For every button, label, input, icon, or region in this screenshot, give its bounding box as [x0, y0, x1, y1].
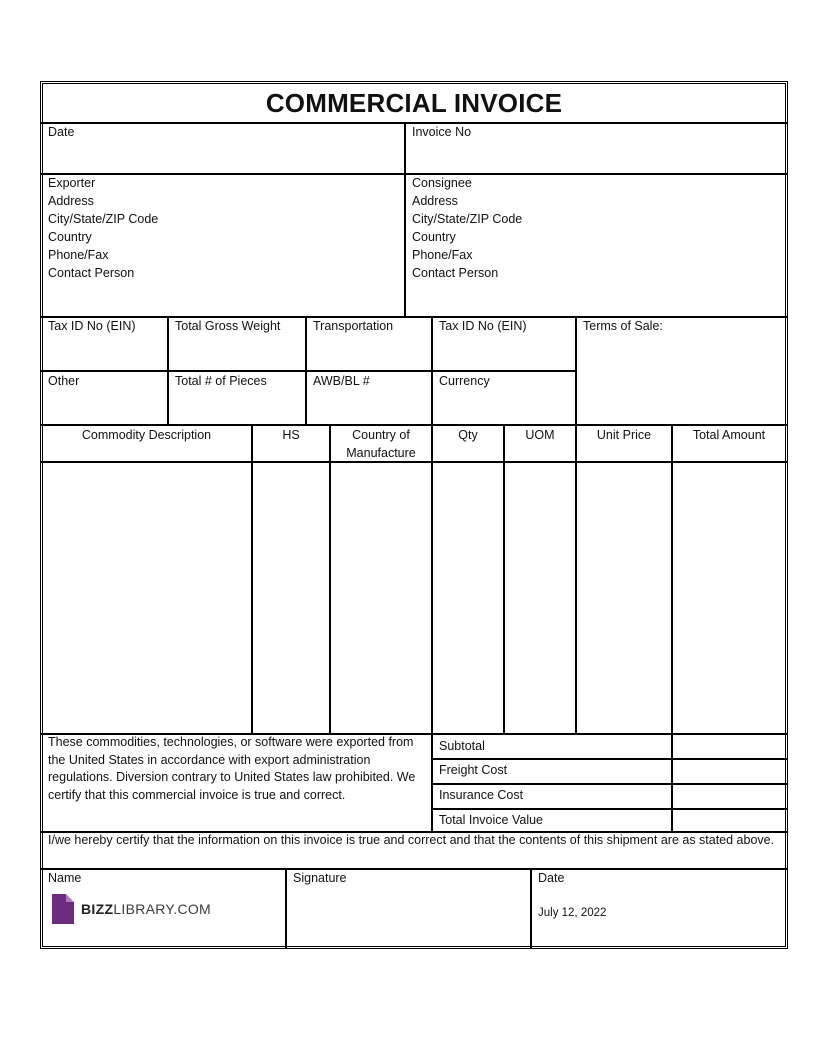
freight-cost-label: Freight Cost: [439, 763, 508, 777]
divider-parties: [404, 122, 406, 318]
col-header-commodity: Commodity Description: [81, 428, 212, 442]
border-top-inner: [42, 83, 786, 84]
divider-info-3: [431, 316, 433, 426]
total-pieces-label: Total # of Pieces: [175, 374, 267, 388]
other-label: Other: [48, 374, 80, 388]
document-icon: [52, 894, 74, 924]
border-top: [40, 81, 788, 82]
footer-date-value: July 12, 2022: [538, 907, 607, 919]
exporter-contact-label: Contact Person: [48, 266, 135, 280]
col-divider-unit-price: [575, 424, 577, 735]
declaration-text: I/we hereby certify that the information on this invoice is true and correct and that the contents of this shipment are as stated above.: [48, 833, 775, 847]
exporter-phone-label: Phone/Fax: [48, 248, 109, 262]
exporter-city-label: City/State/ZIP Code: [48, 212, 159, 226]
col-header-total-amount: Total Amount: [692, 428, 766, 442]
rule-totals-1: [432, 758, 788, 760]
rule-totals-3: [432, 808, 788, 810]
border-left: [40, 81, 41, 949]
terms-of-sale-label: Terms of Sale:: [583, 319, 663, 333]
col-header-country-line1: Country of: [352, 428, 410, 442]
export-certification-text: These commodities, technologies, or software were exported from the United States in accordance with export administration regulations. Diversion contrary to United States law prohibited. We certify that this commercial invoice is true and correct.: [48, 735, 416, 802]
awb-bl-label: AWB/BL #: [313, 374, 370, 388]
divider-footer-2: [530, 868, 532, 948]
border-right-inner: [785, 83, 786, 947]
border-bottom-inner: [42, 946, 786, 947]
divider-info-1: [167, 316, 169, 426]
consignee-address-label: Address: [412, 194, 458, 208]
col-divider-total-amount: [671, 424, 673, 833]
col-header-unit-price: Unit Price: [596, 428, 652, 442]
transportation-label: Transportation: [313, 319, 394, 333]
exporter-label: Exporter: [48, 176, 96, 190]
rule-above-footer: [40, 868, 788, 870]
logo-text-bold: BIZZ: [81, 901, 114, 917]
footer-date-label: Date: [538, 871, 565, 885]
divider-info-2: [305, 316, 307, 426]
col-header-country-line2: Manufacture: [346, 446, 416, 460]
date-label: Date: [48, 125, 75, 139]
total-invoice-value-label: Total Invoice Value: [439, 813, 543, 827]
rule-totals-2: [432, 783, 788, 785]
commercial-invoice-form: [40, 81, 788, 949]
border-bottom: [40, 948, 788, 949]
invoice-no-label: Invoice No: [412, 125, 472, 139]
logo-text: [81, 901, 211, 917]
consignee-tax-id-label: Tax ID No (EIN): [439, 319, 527, 333]
exporter-address-label: Address: [48, 194, 94, 208]
consignee-contact-label: Contact Person: [412, 266, 499, 280]
consignee-country-label: Country: [412, 230, 456, 244]
col-header-qty: Qty: [458, 428, 478, 442]
logo-text-rest: LIBRARY.COM: [113, 901, 212, 917]
consignee-label: Consignee: [412, 176, 472, 190]
name-label: Name: [48, 871, 82, 885]
subtotal-label: Subtotal: [439, 739, 485, 753]
exporter-country-label: Country: [48, 230, 92, 244]
col-header-uom: UOM: [525, 428, 555, 442]
rule-info-middle: [40, 370, 577, 372]
divider-footer-1: [285, 868, 287, 948]
bizzlibrary-logo: [52, 892, 211, 926]
border-left-inner: [42, 83, 43, 947]
col-divider-qty: [431, 424, 433, 833]
col-divider-hs: [251, 424, 253, 735]
currency-label: Currency: [439, 374, 490, 388]
rule-under-parties: [40, 316, 788, 318]
border-right: [787, 81, 788, 949]
consignee-city-label: City/State/ZIP Code: [412, 212, 523, 226]
signature-label: Signature: [293, 871, 347, 885]
consignee-phone-label: Phone/Fax: [412, 248, 473, 262]
col-divider-country: [329, 424, 331, 735]
total-gross-weight-label: Total Gross Weight: [175, 319, 281, 333]
col-header-hs: HS: [282, 428, 300, 442]
tax-id-label: Tax ID No (EIN): [48, 319, 136, 333]
insurance-cost-label: Insurance Cost: [439, 788, 524, 802]
page-title: COMMERCIAL INVOICE: [265, 88, 563, 118]
divider-info-4: [575, 316, 577, 426]
col-divider-uom: [503, 424, 505, 735]
